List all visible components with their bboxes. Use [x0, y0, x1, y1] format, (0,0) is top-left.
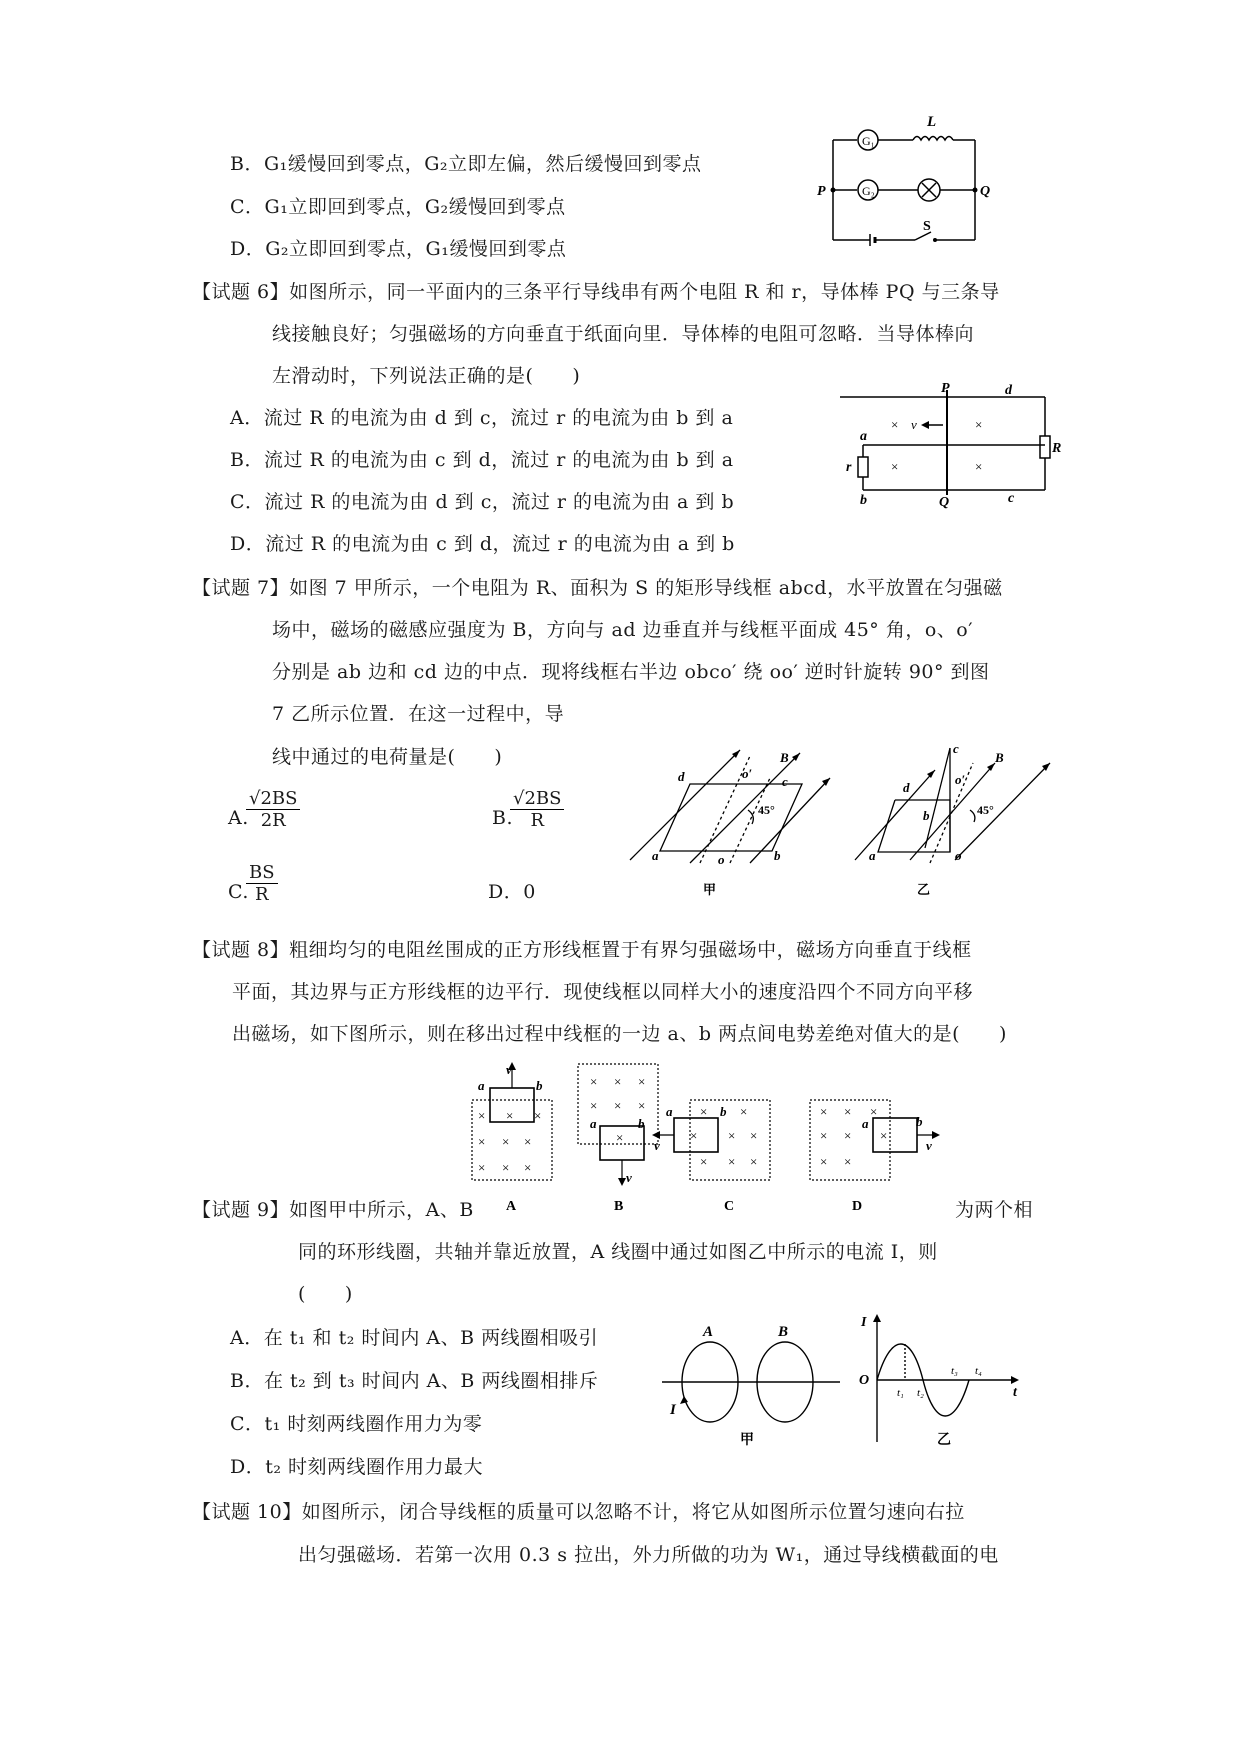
q5-q-label: Q [980, 184, 991, 199]
svg-text:×: × [638, 1098, 646, 1113]
svg-text:c: c [953, 741, 959, 756]
q5-g2-label: G₂ [862, 184, 875, 198]
svg-text:v: v [654, 1138, 660, 1153]
q8-figure [460, 1060, 950, 1222]
q5-g1-label: G₁ [862, 134, 875, 148]
svg-text:×: × [590, 1098, 598, 1113]
svg-text:d: d [678, 769, 685, 784]
svg-text:乙: 乙 [937, 1433, 951, 1448]
svg-text:C: C [724, 1199, 735, 1214]
q9-line-1-left: 【试题 9】如图甲中所示，A、B [192, 1199, 474, 1221]
q7-line-2: 场中，磁场的磁感应强度为 B，方向与 ad 边垂直并与线框平面成 45° 角，o、o′ [272, 619, 974, 641]
q10-line-2: 出匀强磁场．若第一次用 0.3 s 拉出，外力所做的功为 W₁，通过导线横截面的电 [298, 1544, 999, 1566]
q7-line-5: 线中通过的电荷量是( ) [272, 746, 503, 768]
svg-text:a: a [666, 1104, 673, 1119]
svg-text:D: D [852, 1199, 863, 1214]
svg-text:×: × [700, 1154, 708, 1169]
svg-text:甲: 甲 [740, 1433, 754, 1448]
q5-p-label: P [817, 184, 826, 199]
svg-text:×: × [750, 1128, 758, 1143]
svg-text:a: a [862, 1116, 869, 1131]
svg-text:t₂: t₂ [917, 1387, 924, 1399]
svg-text:a: a [590, 1116, 597, 1131]
svg-text:A: A [506, 1199, 517, 1214]
svg-text:B: B [995, 750, 1004, 765]
q8-line-1: 【试题 8】粗细均匀的电阻丝围成的正方形线框置于有界匀强磁场中，磁场方向垂直于线框 [192, 939, 972, 961]
svg-text:Q: Q [939, 495, 950, 510]
svg-text:×: × [844, 1104, 852, 1119]
svg-text:×: × [690, 1128, 698, 1143]
svg-text:o: o [955, 848, 962, 863]
svg-text:v: v [926, 1138, 932, 1153]
svg-text:b: b [638, 1116, 645, 1131]
svg-text:×: × [478, 1160, 486, 1175]
svg-text:45°: 45° [758, 803, 775, 817]
svg-text:×: × [502, 1134, 510, 1149]
svg-text:b: b [916, 1114, 923, 1129]
q5-option-c: C．G₁立即回到零点，G₂缓慢回到零点 [230, 196, 566, 218]
svg-text:×: × [616, 1130, 624, 1145]
svg-text:×: × [820, 1128, 828, 1143]
q7-option-a-label: A. [228, 807, 249, 829]
svg-text:t: t [1013, 1385, 1017, 1400]
svg-text:×: × [870, 1104, 878, 1119]
q6-line-3: 左滑动时，下列说法正确的是( ) [272, 365, 581, 387]
q7-figure-jia [630, 748, 830, 908]
svg-text:d: d [1005, 383, 1012, 398]
q6-rails-figure [835, 381, 1062, 510]
svg-text:a: a [869, 848, 876, 863]
q5-option-d: D．G₂立即回到零点，G₁缓慢回到零点 [230, 238, 567, 260]
svg-text:×: × [740, 1104, 748, 1119]
svg-text:×: × [502, 1160, 510, 1175]
q7-line-4: 7 乙所示位置．在这一过程中，导 [272, 703, 565, 725]
svg-text:A: A [703, 1324, 714, 1340]
q5-l-label: L [927, 114, 937, 130]
svg-text:×: × [891, 417, 899, 432]
q7-option-a-fraction [246, 788, 300, 831]
svg-text:×: × [478, 1108, 486, 1123]
q9-line-2: 同的环形线圈，共轴并靠近放置，A 线圈中通过如图乙中所示的电流 I，则 [298, 1241, 938, 1263]
q7-option-d: D．0 [488, 881, 536, 903]
svg-text:R: R [1052, 441, 1062, 456]
svg-text:×: × [524, 1160, 532, 1175]
q6-line-1: 【试题 6】如图所示，同一平面内的三条平行导线串有两个电阻 R 和 r，导体棒 PQ 与三条导 [192, 281, 1000, 303]
q8-line-2: 平面，其边界与正方形线框的边平行．现使线框以同样大小的速度沿四个不同方向平移 [232, 981, 974, 1003]
q9-option-c: C．t₁ 时刻两线圈作用力为零 [230, 1413, 483, 1435]
svg-text:×: × [844, 1154, 852, 1169]
svg-text:×: × [891, 459, 899, 474]
q7-option-c-fraction [246, 862, 278, 905]
svg-text:b: b [860, 493, 867, 508]
svg-text:b: b [720, 1104, 727, 1119]
q6-option-d: D．流过 R 的电流为由 c 到 d，流过 r 的电流为由 a 到 b [230, 533, 735, 555]
svg-text:c: c [782, 774, 788, 789]
q7-option-b-fraction [510, 788, 564, 831]
q7-option-b-numerator: √2BS [510, 788, 564, 810]
svg-text:t₃: t₃ [951, 1365, 958, 1377]
svg-text:o: o [718, 852, 725, 867]
svg-text:o′: o′ [742, 766, 753, 781]
q9-option-b: B．在 t₂ 到 t₃ 时间内 A、B 两线圈相排斥 [230, 1370, 599, 1392]
q6-line-2: 线接触良好；匀强磁场的方向垂直于纸面向里．导体棒的电阻可忽略．当导体棒向 [272, 323, 975, 345]
q6-option-c: C．流过 R 的电流为由 d 到 c，流过 r 的电流为由 a 到 b [230, 491, 735, 513]
q7-line-3: 分别是 ab 边和 cd 边的中点．现将线框右半边 obco′ 绕 oo′ 逆时针旋转 90° 到图 [272, 661, 990, 683]
q8-line-3: 出磁场，如下图所示，则在移出过程中线框的一边 a、b 两点间电势差绝对值大的是( ) [232, 1023, 1007, 1045]
svg-text:乙: 乙 [917, 882, 931, 897]
svg-text:v: v [626, 1170, 632, 1185]
svg-text:×: × [614, 1098, 622, 1113]
q6-option-a: A．流过 R 的电流为由 d 到 c，流过 r 的电流为由 b 到 a [230, 407, 734, 429]
svg-text:×: × [524, 1134, 532, 1149]
svg-text:×: × [728, 1154, 736, 1169]
svg-text:a: a [652, 848, 659, 863]
svg-text:b: b [774, 848, 781, 863]
q7-option-b-label: B. [492, 807, 514, 829]
svg-text:×: × [975, 459, 983, 474]
svg-text:b: b [536, 1078, 543, 1093]
q7-option-c-label: C. [228, 881, 249, 903]
q9-line-1-right: 为两个相 [955, 1199, 1034, 1221]
q6-option-b: B．流过 R 的电流为由 c 到 d，流过 r 的电流为由 b 到 a [230, 449, 734, 471]
svg-text:P: P [941, 381, 950, 396]
svg-text:b: b [923, 808, 930, 823]
svg-text:×: × [478, 1134, 486, 1149]
q7-figure-yi [855, 738, 1055, 908]
svg-text:×: × [614, 1074, 622, 1089]
svg-text:a: a [860, 429, 867, 444]
q7-option-a-numerator: √2BS [246, 788, 300, 810]
q5-circuit-figure [815, 110, 995, 250]
svg-text:B: B [780, 750, 789, 765]
svg-text:45°: 45° [977, 803, 994, 817]
svg-text:×: × [880, 1128, 888, 1143]
q10-line-1: 【试题 10】如图所示，闭合导线框的质量可以忽略不计，将它从如图所示位置匀速向右拉 [192, 1501, 965, 1523]
svg-text:o′: o′ [955, 772, 966, 787]
svg-text:I: I [861, 1315, 867, 1330]
svg-text:×: × [534, 1108, 542, 1123]
svg-text:×: × [638, 1074, 646, 1089]
svg-text:B: B [778, 1324, 789, 1340]
q9-option-d: D．t₂ 时刻两线圈作用力最大 [230, 1456, 484, 1478]
svg-text:×: × [844, 1128, 852, 1143]
q7-option-c-denominator: R [255, 884, 269, 905]
svg-text:t₁: t₁ [897, 1387, 904, 1399]
svg-text:r: r [846, 460, 852, 475]
svg-text:v: v [506, 1062, 512, 1077]
q9-coils-figure [660, 1320, 840, 1450]
q9-option-a: A．在 t₁ 和 t₂ 时间内 A、B 两线圈相吸引 [230, 1327, 599, 1349]
q9-line-3: ( ) [298, 1283, 353, 1305]
svg-text:v: v [911, 417, 917, 432]
q7-line-1: 【试题 7】如图 7 甲所示，一个电阻为 R、面积为 S 的矩形导线框 abcd，水平放置在匀强磁 [192, 577, 1003, 599]
svg-text:×: × [975, 417, 983, 432]
svg-text:×: × [728, 1128, 736, 1143]
q7-option-c-numerator: BS [246, 862, 278, 884]
svg-text:×: × [750, 1154, 758, 1169]
svg-text:×: × [820, 1104, 828, 1119]
svg-text:t₄: t₄ [975, 1365, 982, 1377]
svg-text:d: d [903, 780, 910, 795]
svg-text:甲: 甲 [703, 882, 717, 897]
svg-text:I: I [670, 1402, 676, 1418]
svg-text:a: a [478, 1078, 485, 1093]
q5-s-label: S [923, 219, 931, 234]
svg-text:×: × [590, 1074, 598, 1089]
q9-current-graph [855, 1312, 1025, 1452]
svg-text:×: × [506, 1108, 514, 1123]
svg-text:c: c [1008, 491, 1015, 506]
svg-text:×: × [820, 1154, 828, 1169]
svg-text:B: B [614, 1199, 624, 1214]
q5-option-b: B．G₁缓慢回到零点，G₂立即左偏，然后缓慢回到零点 [230, 153, 702, 175]
q7-option-b-denominator: R [530, 810, 545, 831]
svg-text:O: O [859, 1373, 870, 1388]
svg-text:×: × [700, 1104, 708, 1119]
q7-option-a-denominator: 2R [260, 810, 286, 831]
